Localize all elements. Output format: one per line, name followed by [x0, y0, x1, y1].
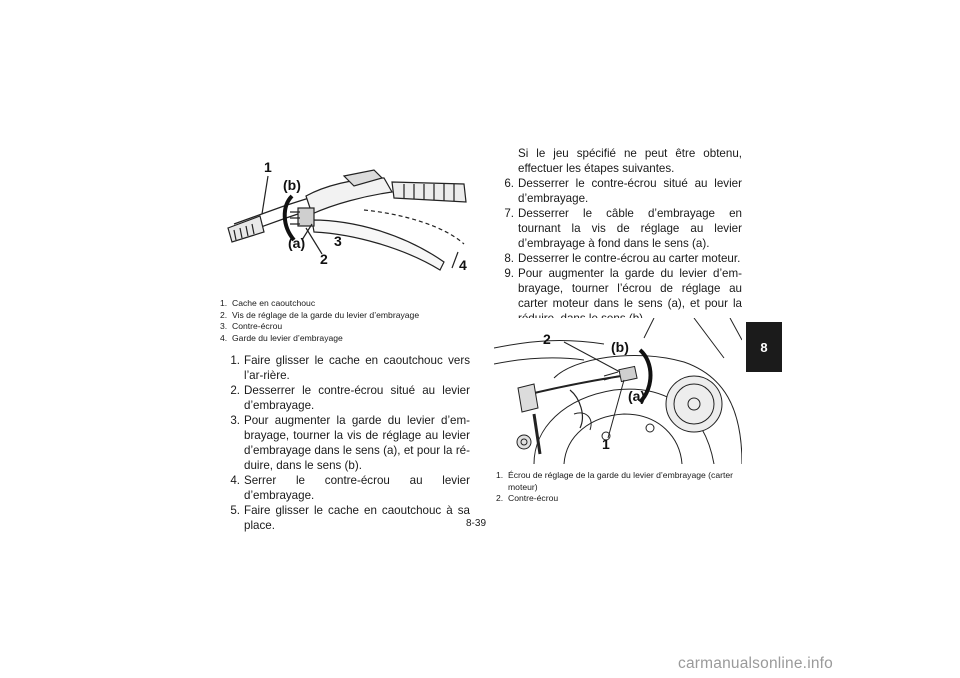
caption-item: 2. Contre-écrou: [496, 493, 559, 504]
clutch-lever-illustration: [214, 158, 476, 283]
right-intro-text: Si le jeu spécifié ne peut être obtenu, effectuer les étapes suivantes.: [518, 147, 742, 175]
callout-1: 1: [264, 159, 272, 175]
callout-a: (a): [288, 235, 306, 251]
figure2-caption: [496, 470, 742, 505]
step-item: 6. Desserrer le contre-écrou situé au levier d’embrayage.: [504, 177, 742, 205]
step-item: 2. Desserrer le contre-écrou situé au levier d’embrayage.: [230, 384, 470, 412]
caption-item: 1. Cache en caoutchouc: [220, 298, 316, 308]
chapter-tab: 8: [746, 322, 782, 372]
step-item: 3. Pour augmenter la garde du levier d’em-brayage, tourner la vis de réglage au levier d’embrayage dans le sens (a), et pour la ré-duire, dans le sens (b).: [230, 414, 470, 472]
caption-item: 3. Contre-écrou: [220, 321, 283, 332]
callout-2: 2: [320, 251, 328, 267]
callout-4: 4: [459, 257, 467, 273]
callout-3: 3: [334, 233, 342, 249]
callout-1: 1: [602, 436, 610, 452]
caption-item: 1. Écrou de réglage de la garde du levier d’embrayage (carter moteur): [496, 470, 733, 492]
callout-b: (b): [283, 177, 301, 193]
figure-clutch-lever: [214, 158, 476, 283]
step-item: 9. Pour augmenter la garde du levier d’em-brayage, tourner l’écrou de réglage au carter moteur dans le sens (a), et pour la: [504, 267, 742, 310]
right-procedure-steps: [494, 176, 742, 326]
caption-item: 2. Vis de réglage de la garde du levier d’embrayage: [220, 309, 420, 320]
left-procedure-steps: [220, 353, 470, 533]
callout-b: (b): [611, 339, 629, 355]
page-number: 8-39: [466, 518, 487, 529]
step-item: 4. Serrer le contre-écrou au levier d’embrayage.: [230, 474, 470, 502]
step-item: 5. Faire glisser le cache en caoutchouc à sa place.: [230, 504, 470, 532]
step-item: 8. Desserrer le contre-écrou au carter moteur.: [504, 252, 741, 265]
watermark: carmanualsonline.info: [678, 655, 833, 672]
step-item: 1. Faire glisser le cache en caoutchouc vers l’ar-rière.: [230, 354, 470, 382]
caption-item: 4. Garde du levier d’embrayage: [220, 332, 343, 343]
step-item: 7. Desserrer le câble d’embrayage en tournant la vis de réglage au levier d’embrayage à fond dans le sens (a).: [504, 207, 742, 250]
callout-a: (a): [628, 388, 646, 404]
callout-2: 2: [543, 331, 551, 347]
figure1-caption: [220, 298, 480, 344]
